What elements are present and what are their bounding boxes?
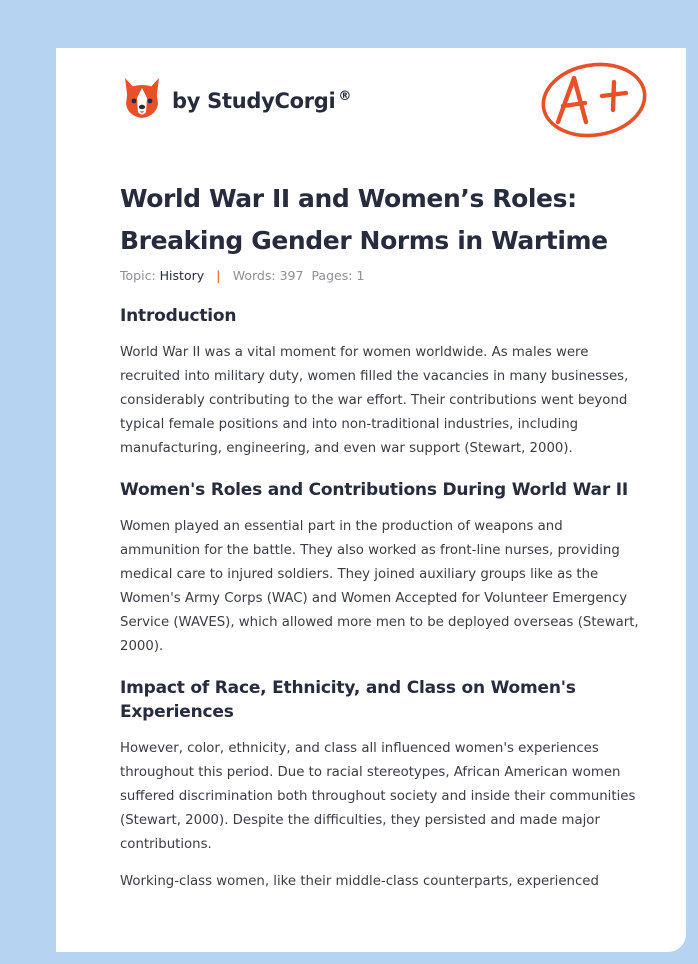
article-meta — [120, 268, 640, 283]
section-heading: Impact of Race, Ethnicity, and Class on Women's Experiences — [120, 678, 576, 722]
brand-name: by StudyCorgi ® — [172, 89, 352, 113]
document-page — [56, 48, 686, 952]
words-label: Words: — [232, 268, 276, 283]
topic-label: Topic: — [120, 268, 156, 283]
paragraph: Working-class women, like their middle-class counterparts, experienced — [120, 874, 599, 889]
page-count: 1 — [356, 268, 365, 283]
word-count: 397 — [279, 268, 304, 283]
section-heading: Women's Roles and Contributions During World War II — [120, 480, 628, 500]
article — [120, 178, 640, 894]
topic-link[interactable]: History — [159, 268, 205, 283]
section-womens-roles — [120, 478, 640, 659]
article-title: World War II and Women’s Roles: Breaking Gender Norms in Wartime — [120, 184, 608, 255]
section-introduction — [120, 304, 640, 461]
brand-logo[interactable] — [122, 76, 351, 120]
section-race-ethnicity-class — [120, 676, 640, 894]
paragraph: World War II was a vital moment for women worldwide. As males were recruited into military duty, women filled the vacancies in many businesses, considerably contributing to the war effort. Their contributions went beyond typical female positions and into non-traditional industries, including manufacturing, engineering, and even war support (Stewart, 2000). — [120, 345, 629, 456]
registered-mark: ® — [338, 89, 352, 104]
paragraph: However, color, ethnicity, and class all influenced women's experiences throughout this period. Due to racial stereotypes, African American women suffered discrimination both throughout society and inside their communities (Stewart, 2000). Despite the difficulties, they persisted and made major contributions. — [120, 741, 636, 852]
a-plus-grade-icon — [538, 60, 650, 142]
paragraph: Women played an essential part in the production of weapons and ammunition for the battle. They also worked as front-line nurses, providing medical care to injured soldiers. They joined auxiliary groups like as the Women's Army Corps (WAC) and Women Accepted for Volunteer Emergency Service (WAVES), which allowed more men to be deployed overseas (Stewart, 2000). — [120, 519, 639, 654]
corgi-logo-icon — [122, 76, 162, 120]
pages-label: Pages: — [311, 268, 353, 283]
meta-separator: | — [216, 268, 221, 283]
section-heading: Introduction — [120, 306, 237, 326]
